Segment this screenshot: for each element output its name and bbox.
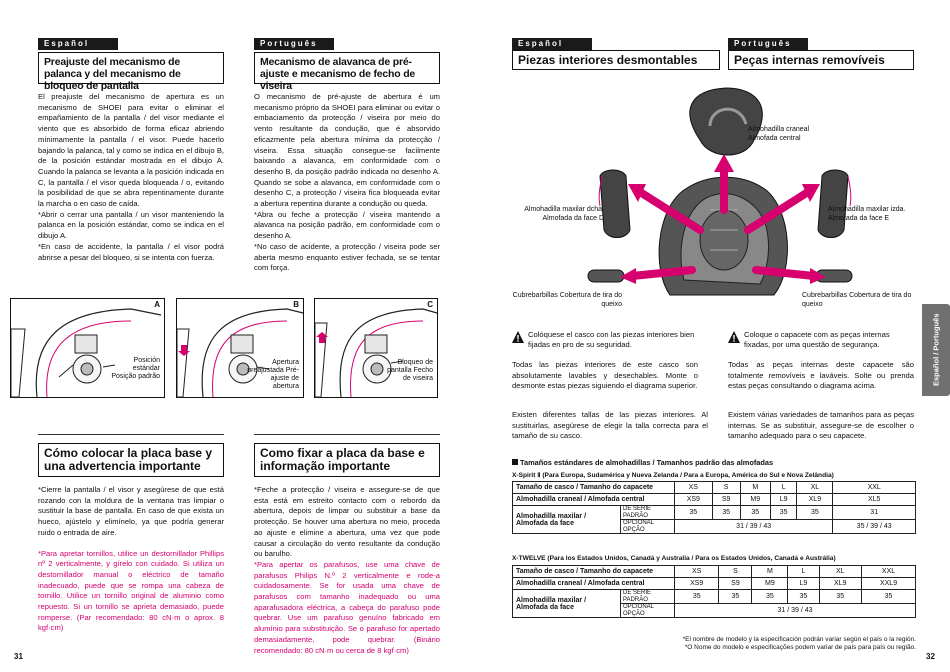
paragraph: *Cierre la pantalla / el visor y asegúrese de que está rozando con la moldura de la ventana tras limpiar o sustituir la base de pantalla. En caso de que exista un hueco, ajústelo y elimínelo, ya que podría generar ruido o entrada de aire.: [38, 485, 224, 537]
table-cell: Almohadilla maxilar / Almofada da face: [513, 590, 621, 618]
page-number-right: 32: [926, 652, 935, 661]
table-cell: M9: [752, 578, 788, 590]
label-crown-pad: Almohadilla craneal Almofada central: [748, 126, 810, 142]
interior-text-es-2: Existen diferentes tallas de las piezas interiores. Al sustituirlas, asegúrese de elegir la talla correcta para el tamaño de su casco.: [512, 410, 708, 441]
table-cell: L9: [788, 578, 819, 590]
warning-text-pt: Coloque o capacete com as peças internas fixadas, por uma questão de segurança.: [744, 330, 890, 349]
label-chin-cover-right: Cubrebarbillas Cobertura de tira do queixo: [802, 292, 912, 308]
table-row: [513, 494, 916, 506]
side-tab-language: Español / Português: [922, 304, 950, 396]
interior-text-pt-2: Existem várias variedades de tamanhos para as peças internas. Se as substituir, assegure-se de escolher o tamanho adequado para o seu capacete.: [728, 410, 914, 441]
figure-a-standard-position: [10, 298, 165, 398]
square-bullet-icon: [512, 459, 518, 465]
table-cell: XXL: [833, 482, 916, 494]
section-title-lever-es: Preajuste del mecanismo de palanca y del mecanismo de bloqueo de pantalla: [38, 52, 224, 84]
table-heading-text: Tamaños estándares de almohadillas / Tamanhos padrão das almofadas: [520, 458, 774, 467]
table-cell: M: [740, 482, 770, 494]
size-table-2: [512, 565, 916, 618]
lang-tag-pt: Português: [728, 38, 808, 50]
model-heading-2: X-TWELVE (Para los Estados Unidos, Canadá y Australia / Para os Estados Unidos, Canadá e Austrália): [512, 555, 836, 562]
table-cell: XL9: [797, 494, 833, 506]
table-cell: 31 / 39 / 43: [675, 520, 833, 534]
table-cell: XS9: [675, 578, 719, 590]
table-cell: 31: [833, 506, 916, 520]
divider: [38, 434, 224, 435]
section-title-baseplate-pt: Como fixar a placa da base e informação importante: [254, 443, 440, 477]
figure-caption: Apertura preajustada Pré-ajuste de abertura: [247, 359, 299, 390]
table-cell: S: [719, 566, 752, 578]
paragraph: *Abra ou feche a protecção / viseira mantendo a alavanca na posição padrão, em conformidade com o desenho A.: [254, 209, 440, 241]
table-cell: 35: [719, 590, 752, 604]
helmet-lever-drawing-icon: [315, 299, 439, 399]
table-cell: 35: [740, 506, 770, 520]
paragraph: *Feche a protecção / viseira e assegure-se de que esta está em estreito contacto com o rebordo da abertura, depois de limpar ou substituir a base da protecção. Se houver uma abertura no meio, proceda ao ajuste e elimine a abertura, uma vez que pode causar a circulação do vento resultante da condução ou barulho.: [254, 485, 440, 559]
table-cell: M: [752, 566, 788, 578]
section-title-interior-es: Piezas interiores desmontables: [512, 50, 720, 70]
section-title-lever-pt: Mecanismo de alavanca de pré-ajuste e mecanismo de fecho de viseira: [254, 52, 440, 84]
figure-c-visor-lock: [314, 298, 438, 398]
table-row: [513, 482, 916, 494]
table-cell: S9: [719, 578, 752, 590]
table-cell: Tamaño de casco / Tamanho do capacete: [513, 482, 675, 494]
label-cheek-pad-right: Almohadilla maxilar dcha. Almofada da face D: [524, 206, 604, 222]
table-cell: XL5: [833, 494, 916, 506]
table-cell: L9: [770, 494, 796, 506]
paragraph-warning: *Para apretar tornillos, utilice un destornillador Phillips nº 2 verticalmente, y gírelo con cuidado. Si utiliza un destornillador manual o eléctrico de tamaño inadecuado, puede que se rompa una cabeza de tornillo. Utilice un tornillo original de aluminio como repuesto. Si un tornillo se aprieta demasiado, puede romperse. (Par recomendado: 80 cN·m o aprox. 8 kgf·cm): [38, 548, 224, 633]
baseplate-text-pt: [254, 485, 440, 656]
table-cell: DE SERIE PADRÃO: [621, 590, 675, 604]
table-cell: 35: [675, 506, 713, 520]
table-row: [513, 590, 916, 604]
helmet-lever-drawing-icon: [11, 299, 166, 399]
table-cell: Almohadilla maxilar / Almofada da face: [513, 506, 621, 534]
page-number-left: 31: [14, 652, 23, 661]
divider: [254, 434, 440, 435]
table-cell: L: [770, 482, 796, 494]
table-row: [513, 578, 916, 590]
table-cell: 35: [712, 506, 740, 520]
table-cell: 31 / 39 / 43: [675, 604, 916, 618]
table-cell: XL9: [819, 578, 862, 590]
table-cell: 35: [788, 590, 819, 604]
table-row: [513, 566, 916, 578]
table-cell: 35: [770, 506, 796, 520]
table-cell: 35: [819, 590, 862, 604]
interior-text-pt-1: Todas as peças internas deste capacete são totalmente removíveis e laváveis. Solte ou prenda estas peças consultando o diagrama acima.: [728, 360, 914, 391]
table-heading: [512, 458, 912, 467]
table-cell: S: [712, 482, 740, 494]
footnote-es: *El nombre de modelo y la especificación podrán variar según el país o la región.: [682, 636, 916, 643]
table-cell: 35: [752, 590, 788, 604]
label-chin-cover-left: Cubrebarbillas Cobertura de tira do queixo: [512, 292, 622, 308]
table-cell: M9: [740, 494, 770, 506]
lang-tag-es: Español: [512, 38, 592, 50]
baseplate-text-es: [38, 485, 224, 634]
table-cell: S9: [712, 494, 740, 506]
label-cheek-pad-left: Almohadilla maxilar izda. Almofada da face E: [828, 206, 906, 222]
paragraph: El preajuste del mecanismo de apertura es un mecanismo de SHOEI para evitar o eliminar el empañamiento de la pantalla / del visor mediante el viento que es absorbido de forma eficaz abriendo mínimamente la pantalla / el visor. Puede hacerlo bajando la palanca, tal y como se indica en el dibujo B, de la posición estándar mostrada en el dibujo A. Cuando la palanca se levanta a la posición indicada en C, la pantalla / el visor queda bloqueada / o, evitando la posibilidad de que se abra repentinamente durante la marcha o en caso de caída.: [38, 92, 224, 209]
table-cell: Almohadilla craneal / Almofada central: [513, 578, 675, 590]
table-cell: XS: [675, 482, 713, 494]
figure-letter: B: [293, 300, 299, 309]
table-cell: XS9: [675, 494, 713, 506]
paragraph: O mecanismo de pré-ajuste de abertura é um mecanismo próprio da SHOEI para eliminar ou evitar o embaciamento da protecção / viseira por meio do vento resultante da condução, que é absorvido eficazmente pela abertura mínima da protecção / viseira. Essa situação consegue-se facilmente baixando a alavanca, em conformidade com o desenho B, da posição padrão indicada no desenho A. Quando se sobe a alavanca, em conformidade com o desenho C, a protecção / viseira fica bloqueada evitar a abertura repentina durante a condução ou queda.: [254, 92, 440, 209]
table-cell: XL: [797, 482, 833, 494]
table-cell: XS: [675, 566, 719, 578]
section-title-interior-pt: Peças internas removíveis: [728, 50, 914, 70]
interior-parts-diagram: [560, 80, 890, 320]
figure-letter: A: [154, 300, 160, 309]
model-heading-1: X-Spirit Ⅱ (Para Europa, Sudamérica y Nueva Zelanda / Para a Europa, América do Sul e Nova Zelândia): [512, 472, 834, 479]
table-cell: L: [788, 566, 819, 578]
table-cell: OPCIONAL OPÇÃO: [621, 520, 675, 534]
figure-caption: Bloqueo de pantalla Fecho de viseira: [387, 359, 433, 382]
table-cell: Tamaño de casco / Tamanho do capacete: [513, 566, 675, 578]
table-cell: 35: [862, 590, 916, 604]
lever-text-es: [38, 92, 224, 263]
table-cell: XL: [819, 566, 862, 578]
table-cell: XXL9: [862, 578, 916, 590]
lang-tag-es: Español: [38, 38, 118, 50]
table-row: [513, 506, 916, 520]
paragraph: *En caso de accidente, la pantalla / el visor podrá abrirse a pesar del bloqueo, si se intenta con fuerza.: [38, 241, 224, 262]
figure-b-preset-opening: [176, 298, 304, 398]
section-title-baseplate-es: Cómo colocar la placa base y una advertencia importante: [38, 443, 224, 477]
table-cell: 35: [797, 506, 833, 520]
figure-letter: C: [427, 300, 433, 309]
paragraph: *No caso de acidente, a protecção / viseira pode ser aberta mesmo enquanto estiver fechada, se se tentar com força.: [254, 241, 440, 273]
warning-text-es: Colóquese el casco con las piezas interiores bien fijadas en pro de su seguridad.: [528, 330, 695, 349]
lever-text-pt: [254, 92, 440, 274]
table-cell: XXL: [862, 566, 916, 578]
lang-tag-pt: Português: [254, 38, 334, 50]
paragraph: *Abrir o cerrar una pantalla / un visor manteniendo la palanca en la posición estándar, como se indica en el dibujo A.: [38, 209, 224, 241]
table-cell: 35 / 39 / 43: [833, 520, 916, 534]
table-cell: Almohadilla craneal / Almofada central: [513, 494, 675, 506]
footnote-pt: *O Nome do modelo e especificações podem variar de país para país ou região.: [684, 644, 916, 651]
interior-text-es-1: Todas las piezas interiores de este casco son absolutamente lavables y desechables. Monte o desmonte estas piezas siguiendo el diagrama superior.: [512, 360, 698, 391]
paragraph-warning: *Para apertar os parafusos, use uma chave de parafusos Philips N.º 2 verticalmente e rode-a cuidadosamente. Se for usada uma chave de parafusos com tamanho inadequado ou uma aparafusadora eléctrica, a cabeça do parafuso pode quebrar. Use um parafuso genuíno fabricado em alumínio para substituição. Se o parafuso for apertado demasiadamente, pode quebrar. (Binário recomendado: 80 cN·m ou cerca de 8 kgf·cm): [254, 559, 440, 655]
size-table-1: [512, 481, 916, 534]
figure-caption: Posición estándar Posição padrão: [111, 357, 160, 380]
table-cell: OPCIONAL OPÇÃO: [621, 604, 675, 618]
warning-icon: [512, 330, 524, 342]
table-cell: DE SERIE PADRÃO: [621, 506, 675, 520]
table-cell: 35: [675, 590, 719, 604]
warning-icon: [728, 330, 740, 342]
